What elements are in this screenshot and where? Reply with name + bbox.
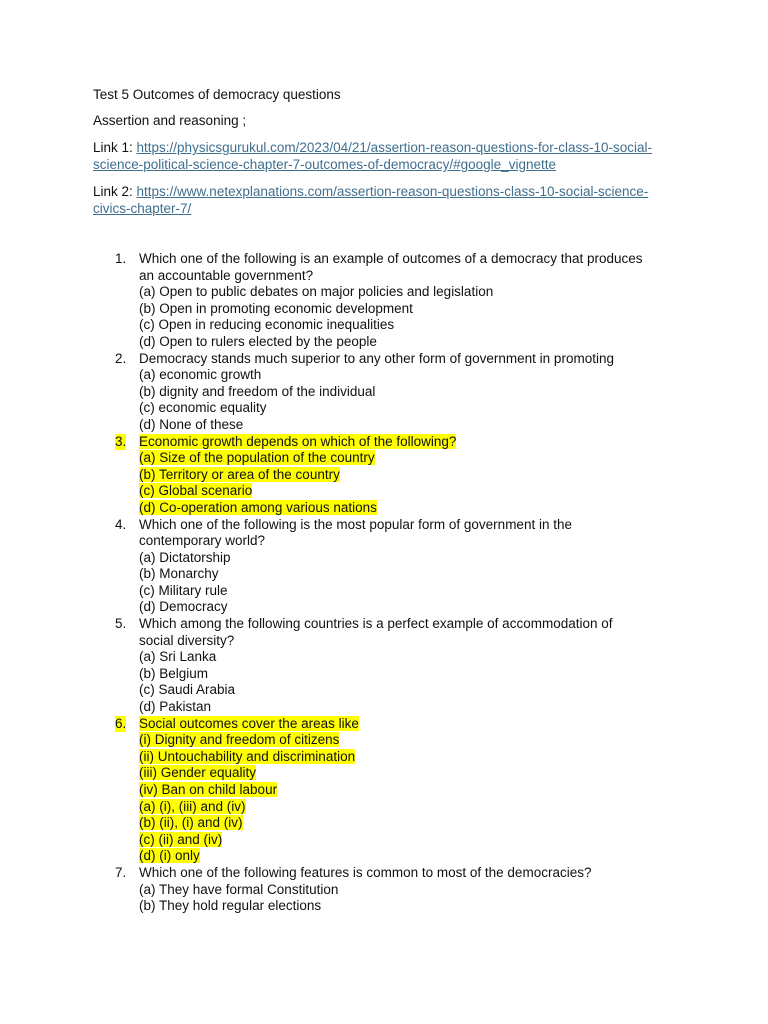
answer-option: (a) They have formal Constitution (139, 881, 339, 897)
answer-option: (d) Pakistan (139, 699, 212, 715)
answer-option: (c) Open in reducing economic inequalities (139, 317, 395, 333)
answer-option: (ii) Untouchability and discrimination (139, 748, 356, 764)
answer-option: (b) Monarchy (139, 566, 219, 582)
question-text: contemporary world? (139, 533, 266, 549)
answer-option: (a) Size of the population of the country (139, 450, 375, 466)
answer-option: (c) Military rule (139, 582, 228, 598)
answer-option: (iv) Ban on child labour (139, 782, 278, 797)
answer-option: (d) Democracy (139, 599, 228, 615)
answer-option: (d) Open to rulers elected by the people (139, 333, 377, 349)
answer-option: (d) None of these (139, 416, 244, 432)
question-text: Economic growth depends on which of the following? (139, 433, 457, 449)
question-text: social diversity? (139, 632, 235, 648)
question-list (93, 251, 678, 915)
page-title: Test 5 Outcomes of democracy questions (93, 87, 341, 102)
question-number: 6. (115, 715, 127, 731)
answer-option: (c) (ii) and (iv) (139, 831, 223, 847)
answer-option: (b) (ii), (i) and (iv) (139, 815, 243, 831)
question-item (93, 517, 678, 617)
question-item (93, 865, 678, 915)
answer-option: (a) Sri Lanka (139, 649, 217, 665)
question-text: Which one of the following is the most popular form of government in the (139, 516, 572, 532)
link-2[interactable]: https://www.netexplanations.com/assertion-reason-questions-class-10-social-science-civics-chapter-7/ (93, 184, 649, 216)
answer-option: (b) Open in promoting economic development (139, 300, 413, 316)
answer-option: (i) Dignity and freedom of citizens (139, 732, 340, 748)
answer-option: (iii) Gender equality (139, 765, 257, 781)
link-1[interactable]: https://physicsgurukul.com/2023/04/21/assertion-reason-questions-for-class-10-social-science-political-science-chapter-7-outcomes-of-democracy/#google_vignette (93, 140, 653, 172)
document-header (93, 86, 678, 227)
question-text: Which one of the following is an example of outcomes of a democracy that produces (139, 251, 643, 266)
question-number: 7. (115, 864, 127, 880)
answer-option: (a) (i), (iii) and (iv) (139, 798, 246, 814)
answer-option: (c) Global scenario (139, 483, 253, 499)
answer-option: (b) Territory or area of the country (139, 466, 340, 482)
question-item (93, 251, 678, 351)
question-text: Which one of the following features is common to most of the democracies? (139, 864, 592, 880)
question-text: an accountable government? (139, 267, 314, 283)
question-text: Which among the following countries is a perfect example of accommodation of (139, 616, 613, 632)
question-item (93, 716, 678, 865)
question-text: Social outcomes cover the areas like (139, 715, 359, 731)
question-text: Democracy stands much superior to any other form of government in promoting (139, 350, 614, 366)
question-number: 2. (115, 350, 127, 366)
answer-option: (b) Belgium (139, 665, 209, 681)
link-2-line (93, 183, 678, 217)
answer-option: (a) economic growth (139, 367, 262, 383)
question-item (93, 351, 678, 434)
question-item (93, 434, 678, 517)
link-1-label: Link 1: (93, 140, 137, 155)
question-number: 4. (115, 516, 127, 532)
answer-option: (b) dignity and freedom of the individual (139, 383, 376, 399)
link-2-label: Link 2: (93, 184, 137, 199)
answer-option: (a) Dictatorship (139, 549, 231, 565)
answer-option: (c) economic equality (139, 400, 267, 416)
question-number: 3. (115, 433, 127, 449)
section-subtitle: Assertion and reasoning ; (93, 113, 247, 128)
question-item (93, 616, 678, 716)
question-number: 1. (115, 251, 127, 266)
question-number: 5. (115, 616, 127, 632)
link-1-line (93, 139, 678, 173)
answer-option: (d) (i) only (139, 848, 200, 864)
answer-option: (b) They hold regular elections (139, 898, 322, 914)
answer-option: (c) Saudi Arabia (139, 682, 236, 698)
answer-option: (a) Open to public debates on major policies and legislation (139, 284, 494, 300)
answer-option: (d) Co-operation among various nations (139, 499, 377, 515)
